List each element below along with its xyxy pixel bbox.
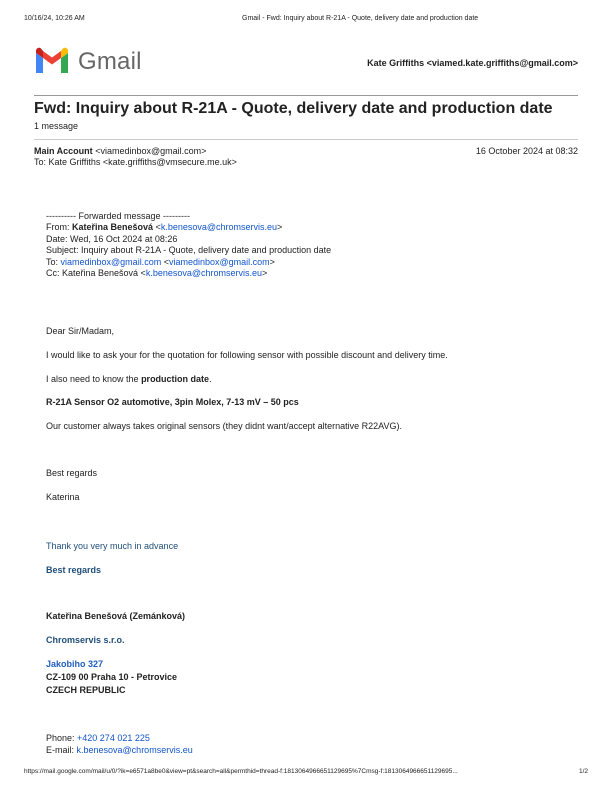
forwarded-header [46, 211, 331, 279]
sender-name: Main Account [34, 146, 93, 156]
forward-date: Date: Wed, 16 Oct 2024 at 08:26 [46, 233, 178, 244]
signature-street: Jakobiho 327 [46, 659, 104, 669]
gmail-wordmark: Gmail [78, 48, 142, 75]
signature-email: E-mail: k.benesova@chromservis.eu [46, 745, 193, 755]
body-request: I would like to ask your for the quotation for following sensor with possible discount and delivery time. [46, 350, 448, 360]
sent-date: 16 October 2024 at 08:32 [475, 146, 578, 156]
forward-to-email-link[interactable]: viamedinbox@gmail.com [60, 256, 162, 267]
signature-name: Kateřina Benešová (Zemánková) [46, 611, 186, 621]
forward-cc: Cc: Kateřina Benešová <k.benesova@chromservis.eu> [46, 268, 268, 279]
phone-link[interactable]: +420 274 021 225 [77, 733, 150, 743]
gmail-logo [34, 47, 154, 77]
signature-email-link[interactable]: k.benesova@chromservis.eu [76, 745, 193, 755]
greeting: Dear Sir/Madam, [46, 326, 115, 336]
sender-line [34, 146, 206, 156]
closing-name: Katerina [46, 492, 80, 502]
closing-regards-2: Best regards [46, 565, 102, 575]
forward-cc-email-link[interactable]: k.benesova@chromservis.eu [145, 268, 262, 279]
forward-subject: Subject: Inquiry about R-21A - Quote, delivery date and production date [46, 245, 332, 256]
signature-country: CZECH REPUBLIC [46, 685, 126, 695]
body-customer-note: Our customer always takes original sensors (they didnt want/accept alternative R22AVG). [46, 421, 402, 431]
forward-from-email-link[interactable]: k.benesova@chromservis.eu [160, 222, 277, 233]
forward-separator: ---------- Forwarded message --------- [46, 211, 190, 221]
print-title: Gmail - Fwd: Inquiry about R-21A - Quote, delivery date and production date [242, 15, 479, 22]
subject-divider [34, 139, 578, 140]
forward-to-email-link-2[interactable]: viamedinbox@gmail.com [168, 256, 270, 267]
email-subject: Fwd: Inquiry about R-21A - Quote, delivery date and production date [34, 100, 553, 117]
print-page-number: 1/2 [578, 768, 588, 775]
signature-phone: Phone: +420 274 021 225 [46, 733, 150, 743]
signature-city: CZ-109 00 Praha 10 - Petrovice [46, 672, 178, 682]
forward-to: To: viamedinbox@gmail.com <viamedinbox@gmail.com> [46, 256, 275, 267]
signature-company: Chromservis s.r.o. [46, 635, 125, 645]
print-footer-url: https://mail.google.com/mail/u/0/?ik=e6571a8be0&view=pt&search=all&permthid=thread-f:1813064966651129695%7Cmsg-f:1813064966651129695... [24, 768, 458, 775]
body-production-date: I also need to know the production date. [46, 374, 212, 384]
gmail-logo-icon [34, 47, 70, 75]
header-divider [34, 95, 578, 96]
forward-from-name: Kateřina Benešová [72, 222, 154, 233]
closing-regards: Best regards [46, 468, 98, 478]
thanks-line: Thank you very much in advance [46, 541, 179, 551]
product-line: R-21A Sensor O2 automotive, 3pin Molex, 7-13 mV – 50 pcs [46, 397, 299, 407]
account-email: Kate Griffiths <viamed.kate.griffiths@gmail.com> [367, 58, 578, 68]
sender-address: <viamedinbox@gmail.com> [95, 146, 207, 156]
print-datetime: 10/16/24, 10:26 AM [24, 15, 85, 22]
recipient-line: To: Kate Griffiths <kate.griffiths@vmsecure.me.uk> [34, 157, 237, 167]
message-count: 1 message [34, 121, 79, 131]
forward-from: From: Kateřina Benešová <k.benesova@chromservis.eu> [46, 222, 283, 233]
